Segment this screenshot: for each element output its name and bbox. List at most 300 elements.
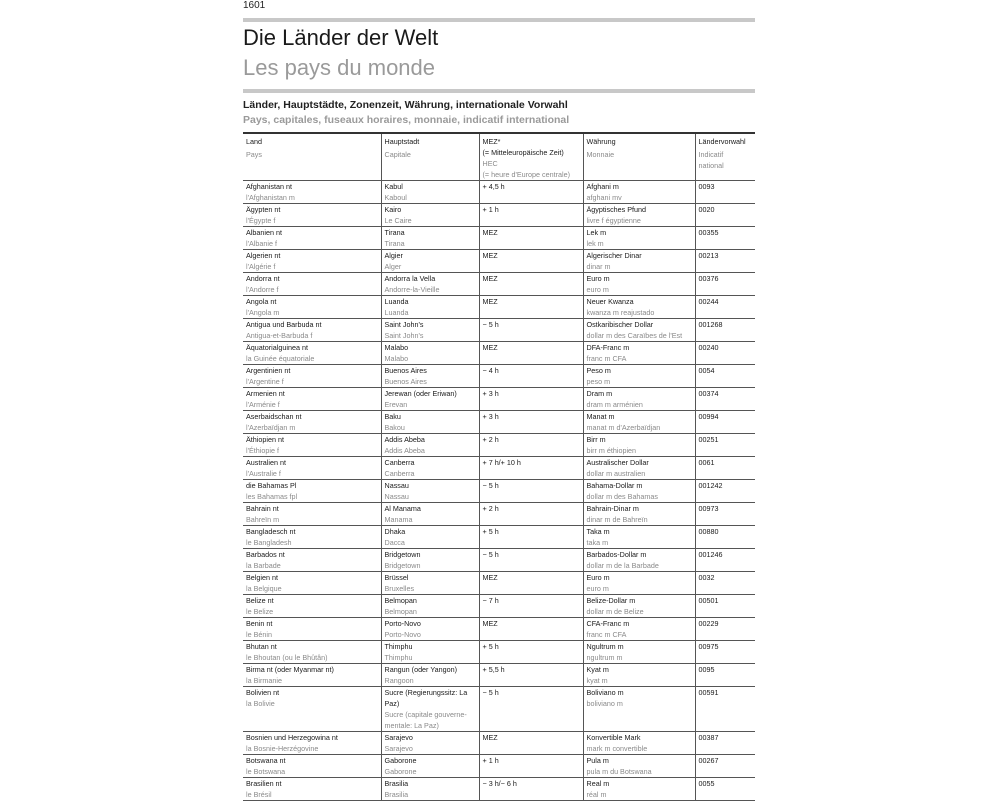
time-offset: + 4,5 h bbox=[482, 182, 505, 191]
country-name-fr: l'Algérie f bbox=[246, 262, 276, 271]
header-country-fr: Pays bbox=[246, 150, 262, 159]
capital-name-fr: Canberra bbox=[384, 469, 415, 478]
table-row bbox=[243, 296, 755, 319]
time-offset: MEZ bbox=[482, 573, 498, 582]
time-offset: + 5,5 h bbox=[482, 665, 505, 674]
country-name-de: Angola nt bbox=[246, 297, 277, 306]
table-row bbox=[243, 411, 755, 434]
time-offset: MEZ bbox=[482, 251, 498, 260]
country-name-fr: l'Australie f bbox=[246, 469, 281, 478]
cell-country bbox=[243, 526, 381, 549]
country-name-de: Andorra nt bbox=[246, 274, 280, 283]
time-offset: MEZ bbox=[482, 733, 498, 742]
table-row bbox=[243, 273, 755, 296]
capital-name-fr: Manama bbox=[384, 515, 413, 524]
country-name-de: Armenien nt bbox=[246, 389, 285, 398]
cell-capital bbox=[381, 342, 479, 365]
cell-country bbox=[243, 641, 381, 664]
cell-dialing-code bbox=[695, 227, 755, 250]
cell-dialing-code bbox=[695, 664, 755, 687]
currency-name-de: Pula m bbox=[586, 756, 609, 765]
capital-name-de: Kairo bbox=[384, 205, 402, 214]
cell-time-offset bbox=[479, 755, 583, 778]
dialing-code: 00244 bbox=[698, 297, 719, 306]
cell-currency bbox=[583, 319, 695, 342]
currency-name-de: Neuer Kwanza bbox=[586, 297, 634, 306]
capital-name-de: Sarajevo bbox=[384, 733, 413, 742]
cell-dialing-code bbox=[695, 687, 755, 732]
table-row bbox=[243, 755, 755, 778]
cell-time-offset bbox=[479, 181, 583, 204]
currency-name-de: Ostkaribischer Dollar bbox=[586, 320, 654, 329]
cell-dialing-code bbox=[695, 503, 755, 526]
cell-time-offset bbox=[479, 365, 583, 388]
currency-name-de: Barbados-Dollar m bbox=[586, 550, 647, 559]
time-offset: MEZ bbox=[482, 274, 498, 283]
capital-name-de: Andorra la Vella bbox=[384, 274, 436, 283]
currency-name-fr: dollar m de Belize bbox=[586, 607, 644, 616]
country-name-de: Belize nt bbox=[246, 596, 274, 605]
table-row bbox=[243, 687, 755, 732]
cell-country bbox=[243, 549, 381, 572]
cell-currency bbox=[583, 342, 695, 365]
cell-time-offset bbox=[479, 687, 583, 732]
header-code-de: Ländervorwahl bbox=[698, 137, 746, 146]
time-offset: + 7 h/+ 10 h bbox=[482, 458, 521, 467]
cell-country bbox=[243, 457, 381, 480]
cell-capital bbox=[381, 526, 479, 549]
capital-name-de: Buenos Aires bbox=[384, 366, 427, 375]
cell-time-offset bbox=[479, 319, 583, 342]
cell-capital bbox=[381, 480, 479, 503]
capital-name-fr: Addis Abeba bbox=[384, 446, 425, 455]
cell-capital bbox=[381, 503, 479, 526]
currency-name-fr: dollar m des Bahamas bbox=[586, 492, 659, 501]
capital-name-fr: Luanda bbox=[384, 308, 409, 317]
capital-name-de: Jerewan (oder Eriwan) bbox=[384, 389, 457, 398]
dialing-code: 0095 bbox=[698, 665, 715, 674]
cell-dialing-code bbox=[695, 526, 755, 549]
dialing-code: 00374 bbox=[698, 389, 719, 398]
country-name-fr: la Bosnie-Herzégovine bbox=[246, 744, 319, 753]
cell-currency bbox=[583, 365, 695, 388]
table-row bbox=[243, 227, 755, 250]
cell-time-offset bbox=[479, 641, 583, 664]
dialing-code: 00975 bbox=[698, 642, 719, 651]
dialing-code: 0061 bbox=[698, 458, 715, 467]
cell-capital bbox=[381, 296, 479, 319]
page-number: 1601 bbox=[243, 0, 266, 11]
capital-name-fr: Buenos Aires bbox=[384, 377, 427, 386]
capital-name-fr: Sarajevo bbox=[384, 744, 413, 753]
currency-name-fr: kyat m bbox=[586, 676, 608, 685]
country-name-fr: l'Arménie f bbox=[246, 400, 280, 409]
country-name-fr: le Bhoutan (ou le Bhûtân) bbox=[246, 653, 328, 662]
cell-time-offset bbox=[479, 526, 583, 549]
country-name-fr: la Belgique bbox=[246, 584, 282, 593]
cell-capital bbox=[381, 181, 479, 204]
dialing-code: 00213 bbox=[698, 251, 719, 260]
cell-country bbox=[243, 181, 381, 204]
time-offset: − 5 h bbox=[482, 481, 499, 490]
cell-capital bbox=[381, 549, 479, 572]
capital-name-de: Kabul bbox=[384, 182, 403, 191]
cell-dialing-code bbox=[695, 411, 755, 434]
dialing-code: 00229 bbox=[698, 619, 719, 628]
currency-name-de: Ngultrum m bbox=[586, 642, 624, 651]
capital-name-fr: Rangoon bbox=[384, 676, 414, 685]
currency-name-fr: dollar m des Caraïbes de l'Est bbox=[586, 331, 683, 340]
table-row bbox=[243, 319, 755, 342]
capital-name-fr: Gaborone bbox=[384, 767, 417, 776]
cell-currency bbox=[583, 227, 695, 250]
table-row bbox=[243, 434, 755, 457]
time-offset: − 3 h/− 6 h bbox=[482, 779, 517, 788]
cell-time-offset bbox=[479, 411, 583, 434]
capital-name-de: Saint John's bbox=[384, 320, 424, 329]
currency-name-fr: franc m CFA bbox=[586, 630, 627, 639]
dialing-code: 001268 bbox=[698, 320, 723, 329]
header-country-de: Land bbox=[246, 137, 262, 146]
cell-capital bbox=[381, 319, 479, 342]
capital-name-fr: Bridgetown bbox=[384, 561, 421, 570]
cell-dialing-code bbox=[695, 181, 755, 204]
country-name-fr: la Guinée équatoriale bbox=[246, 354, 315, 363]
currency-name-fr: euro m bbox=[586, 584, 609, 593]
cell-dialing-code bbox=[695, 204, 755, 227]
country-name-de: Bolivien nt bbox=[246, 688, 280, 697]
capital-name-fr: Saint John's bbox=[384, 331, 424, 340]
currency-name-fr: dinar m bbox=[586, 262, 611, 271]
dialing-code: 00376 bbox=[698, 274, 719, 283]
cell-country bbox=[243, 755, 381, 778]
country-name-de: Argentinien nt bbox=[246, 366, 291, 375]
currency-name-fr: afghani mv bbox=[586, 193, 622, 202]
currency-name-de: Belize-Dollar m bbox=[586, 596, 636, 605]
cell-time-offset bbox=[479, 572, 583, 595]
currency-name-fr: peso m bbox=[586, 377, 611, 386]
cell-dialing-code bbox=[695, 434, 755, 457]
cell-country bbox=[243, 365, 381, 388]
capital-name-de: Brasilia bbox=[384, 779, 409, 788]
dialing-code: 0032 bbox=[698, 573, 715, 582]
capital-name-fr: Thimphu bbox=[384, 653, 413, 662]
capital-name-de: Luanda bbox=[384, 297, 409, 306]
cell-time-offset bbox=[479, 227, 583, 250]
cell-country bbox=[243, 778, 381, 801]
cell-currency bbox=[583, 388, 695, 411]
country-name-de: Ägypten nt bbox=[246, 205, 281, 214]
time-offset: − 5 h bbox=[482, 320, 499, 329]
country-name-de: Bosnien und Herzegowina nt bbox=[246, 733, 338, 742]
table-row bbox=[243, 204, 755, 227]
currency-name-de: Afghani m bbox=[586, 182, 619, 191]
table-row bbox=[243, 388, 755, 411]
cell-currency bbox=[583, 250, 695, 273]
header-dialing-code bbox=[695, 133, 755, 181]
cell-country bbox=[243, 480, 381, 503]
cell-time-offset bbox=[479, 296, 583, 319]
cell-dialing-code bbox=[695, 480, 755, 503]
country-name-fr: le Bénin bbox=[246, 630, 272, 639]
dialing-code: 00994 bbox=[698, 412, 719, 421]
dialing-code: 0020 bbox=[698, 205, 715, 214]
capital-name-fr: Tirana bbox=[384, 239, 405, 248]
currency-name-fr: livre f égyptienne bbox=[586, 216, 641, 225]
currency-name-de: Ägyptisches Pfund bbox=[586, 205, 647, 214]
dialing-code: 00973 bbox=[698, 504, 719, 513]
capital-name-fr: Bruxelles bbox=[384, 584, 415, 593]
dialing-code: 0055 bbox=[698, 779, 715, 788]
currency-name-fr: euro m bbox=[586, 285, 609, 294]
capital-name-de: Al Manama bbox=[384, 504, 421, 513]
table-row bbox=[243, 503, 755, 526]
capital-name-fr: Erevan bbox=[384, 400, 408, 409]
header-code-fr: Indicatif national bbox=[698, 150, 724, 170]
cell-capital bbox=[381, 388, 479, 411]
cell-currency bbox=[583, 778, 695, 801]
cell-country bbox=[243, 503, 381, 526]
currency-name-de: Manat m bbox=[586, 412, 615, 421]
cell-currency bbox=[583, 732, 695, 755]
currency-name-fr: ngultrum m bbox=[586, 653, 623, 662]
table-row bbox=[243, 250, 755, 273]
cell-currency bbox=[583, 411, 695, 434]
top-rule bbox=[243, 18, 755, 22]
currency-name-fr: dollar m de la Barbade bbox=[586, 561, 659, 570]
country-name-de: Bhutan nt bbox=[246, 642, 277, 651]
time-offset: + 3 h bbox=[482, 412, 499, 421]
country-name-fr: le Brésil bbox=[246, 790, 272, 799]
capital-name-fr: Sucre (capitale gouverne-mentale: La Paz) bbox=[384, 710, 467, 730]
table-row bbox=[243, 595, 755, 618]
cell-capital bbox=[381, 204, 479, 227]
cell-time-offset bbox=[479, 388, 583, 411]
table-row bbox=[243, 365, 755, 388]
cell-country bbox=[243, 319, 381, 342]
country-name-de: Birma nt (oder Myanmar nt) bbox=[246, 665, 334, 674]
capital-name-de: Dhaka bbox=[384, 527, 406, 536]
country-name-de: Algerien nt bbox=[246, 251, 281, 260]
cell-country bbox=[243, 434, 381, 457]
cell-capital bbox=[381, 687, 479, 732]
currency-name-de: Bahama-Dollar m bbox=[586, 481, 643, 490]
time-offset: MEZ bbox=[482, 228, 498, 237]
cell-currency bbox=[583, 526, 695, 549]
country-name-fr: l'Azerbaïdjan m bbox=[246, 423, 296, 432]
currency-name-de: DFA-Franc m bbox=[586, 343, 630, 352]
header-time-fr: HEC (= heure d'Europe centrale) bbox=[482, 159, 570, 179]
time-offset: + 5 h bbox=[482, 642, 499, 651]
subtitle-german: Länder, Hauptstädte, Zonenzeit, Währung, internationale Vorwahl bbox=[243, 99, 568, 111]
country-name-de: Benin nt bbox=[246, 619, 273, 628]
currency-name-fr: pula m du Botswana bbox=[586, 767, 652, 776]
time-offset: + 1 h bbox=[482, 756, 499, 765]
cell-currency bbox=[583, 457, 695, 480]
currency-name-fr: mark m convertible bbox=[586, 744, 648, 753]
time-offset: MEZ bbox=[482, 343, 498, 352]
header-capital bbox=[381, 133, 479, 181]
cell-time-offset bbox=[479, 549, 583, 572]
header-capital-de: Hauptstadt bbox=[384, 137, 420, 146]
capital-name-de: Porto-Novo bbox=[384, 619, 421, 628]
currency-name-de: Euro m bbox=[586, 573, 610, 582]
cell-dialing-code bbox=[695, 732, 755, 755]
cell-country bbox=[243, 572, 381, 595]
cell-country bbox=[243, 618, 381, 641]
cell-dialing-code bbox=[695, 365, 755, 388]
cell-currency bbox=[583, 664, 695, 687]
currency-name-de: Kyat m bbox=[586, 665, 609, 674]
country-name-fr: l'Éthiopie f bbox=[246, 446, 279, 455]
capital-name-de: Addis Abeba bbox=[384, 435, 425, 444]
cell-capital bbox=[381, 778, 479, 801]
cell-currency bbox=[583, 755, 695, 778]
country-name-fr: le Bangladesh bbox=[246, 538, 292, 547]
currency-name-fr: franc m CFA bbox=[586, 354, 627, 363]
currency-name-de: Australischer Dollar bbox=[586, 458, 649, 467]
cell-capital bbox=[381, 732, 479, 755]
cell-capital bbox=[381, 618, 479, 641]
capital-name-fr: Le Caire bbox=[384, 216, 412, 225]
currency-name-fr: kwanza m reajustado bbox=[586, 308, 655, 317]
cell-capital bbox=[381, 227, 479, 250]
header-currency bbox=[583, 133, 695, 181]
country-name-fr: l'Argentine f bbox=[246, 377, 284, 386]
cell-time-offset bbox=[479, 664, 583, 687]
cell-time-offset bbox=[479, 732, 583, 755]
cell-currency bbox=[583, 549, 695, 572]
time-offset: MEZ bbox=[482, 297, 498, 306]
cell-country bbox=[243, 227, 381, 250]
capital-name-de: Sucre (Regierungssitz: La Paz) bbox=[384, 688, 468, 708]
currency-name-de: Birr m bbox=[586, 435, 606, 444]
table-row bbox=[243, 181, 755, 204]
header-country bbox=[243, 133, 381, 181]
cell-dialing-code bbox=[695, 618, 755, 641]
capital-name-de: Gaborone bbox=[384, 756, 417, 765]
country-name-de: die Bahamas Pl bbox=[246, 481, 297, 490]
cell-capital bbox=[381, 411, 479, 434]
capital-name-fr: Dacca bbox=[384, 538, 405, 547]
table-row bbox=[243, 480, 755, 503]
cell-country bbox=[243, 411, 381, 434]
header-currency-fr: Monnaie bbox=[586, 150, 615, 159]
currency-name-de: Konvertible Mark bbox=[586, 733, 641, 742]
capital-name-de: Algier bbox=[384, 251, 403, 260]
cell-country bbox=[243, 250, 381, 273]
capital-name-fr: Andorre-la-Vieille bbox=[384, 285, 440, 294]
country-name-de: Australien nt bbox=[246, 458, 286, 467]
cell-country bbox=[243, 687, 381, 732]
capital-name-de: Nassau bbox=[384, 481, 409, 490]
country-name-de: Äthiopien nt bbox=[246, 435, 284, 444]
currency-name-de: Bahrain-Dinar m bbox=[586, 504, 639, 513]
country-name-fr: le Botswana bbox=[246, 767, 286, 776]
country-name-de: Äquatorialguinea nt bbox=[246, 343, 308, 352]
cell-capital bbox=[381, 250, 479, 273]
country-name-de: Bangladesch nt bbox=[246, 527, 296, 536]
time-offset: MEZ bbox=[482, 619, 498, 628]
currency-name-fr: réal m bbox=[586, 790, 607, 799]
cell-capital bbox=[381, 755, 479, 778]
cell-time-offset bbox=[479, 457, 583, 480]
country-name-fr: l'Albanie f bbox=[246, 239, 277, 248]
cell-dialing-code bbox=[695, 755, 755, 778]
cell-country bbox=[243, 273, 381, 296]
cell-dialing-code bbox=[695, 388, 755, 411]
table-row bbox=[243, 457, 755, 480]
cell-dialing-code bbox=[695, 342, 755, 365]
currency-name-de: Algerischer Dinar bbox=[586, 251, 642, 260]
cell-currency bbox=[583, 618, 695, 641]
title-rule bbox=[243, 89, 755, 93]
country-name-fr: la Bolivie bbox=[246, 699, 275, 708]
country-name-de: Brasilien nt bbox=[246, 779, 282, 788]
currency-name-de: Dram m bbox=[586, 389, 613, 398]
country-name-fr: le Belize bbox=[246, 607, 274, 616]
countries-table bbox=[243, 132, 755, 801]
dialing-code: 00387 bbox=[698, 733, 719, 742]
cell-dialing-code bbox=[695, 641, 755, 664]
cell-time-offset bbox=[479, 503, 583, 526]
currency-name-fr: dram m arménien bbox=[586, 400, 643, 409]
dialing-code: 00880 bbox=[698, 527, 719, 536]
time-offset: + 3 h bbox=[482, 389, 499, 398]
cell-currency bbox=[583, 641, 695, 664]
currency-name-fr: taka m bbox=[586, 538, 609, 547]
cell-dialing-code bbox=[695, 572, 755, 595]
time-offset: − 7 h bbox=[482, 596, 499, 605]
cell-currency bbox=[583, 503, 695, 526]
cell-capital bbox=[381, 641, 479, 664]
time-offset: − 5 h bbox=[482, 688, 499, 697]
time-offset: + 2 h bbox=[482, 435, 499, 444]
dialing-code: 00501 bbox=[698, 596, 719, 605]
page-title-german: Die Länder der Welt bbox=[243, 25, 439, 50]
cell-dialing-code bbox=[695, 595, 755, 618]
country-name-fr: l'Égypte f bbox=[246, 216, 276, 225]
capital-name-fr: Malabo bbox=[384, 354, 409, 363]
page-title-french: Les pays du monde bbox=[243, 55, 436, 80]
table-row bbox=[243, 664, 755, 687]
cell-dialing-code bbox=[695, 273, 755, 296]
capital-name-fr: Bakou bbox=[384, 423, 405, 432]
currency-name-de: Boliviano m bbox=[586, 688, 624, 697]
cell-currency bbox=[583, 296, 695, 319]
cell-capital bbox=[381, 664, 479, 687]
header-capital-fr: Capitale bbox=[384, 150, 411, 159]
country-name-fr: l'Afghanistan m bbox=[246, 193, 295, 202]
currency-name-de: Taka m bbox=[586, 527, 610, 536]
cell-capital bbox=[381, 434, 479, 457]
cell-currency bbox=[583, 181, 695, 204]
table-row bbox=[243, 732, 755, 755]
time-offset: + 1 h bbox=[482, 205, 499, 214]
currency-name-fr: birr m éthiopien bbox=[586, 446, 637, 455]
table-row bbox=[243, 778, 755, 801]
capital-name-de: Rangun (oder Yangon) bbox=[384, 665, 457, 674]
cell-capital bbox=[381, 572, 479, 595]
currency-name-fr: dollar m australien bbox=[586, 469, 646, 478]
cell-dialing-code bbox=[695, 778, 755, 801]
currency-name-de: Euro m bbox=[586, 274, 610, 283]
capital-name-fr: Kaboul bbox=[384, 193, 407, 202]
table-body bbox=[243, 181, 755, 801]
cell-country bbox=[243, 342, 381, 365]
country-name-fr: la Barbade bbox=[246, 561, 281, 570]
header-currency-de: Währung bbox=[586, 137, 616, 146]
